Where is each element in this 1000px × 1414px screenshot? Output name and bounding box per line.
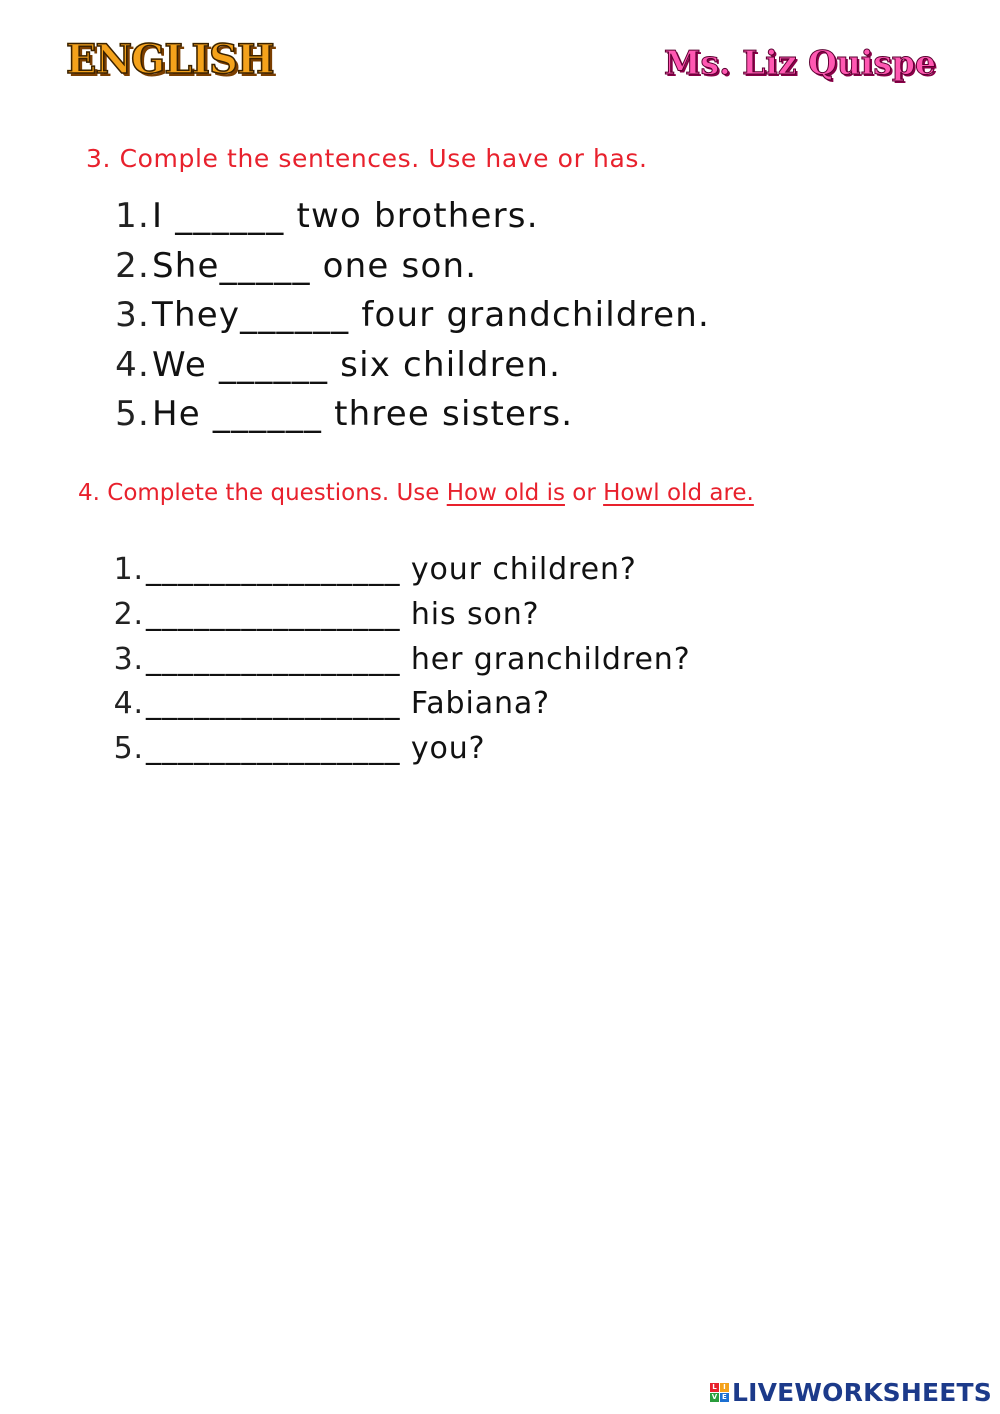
list-item bbox=[108, 552, 691, 597]
item-number: 5. bbox=[115, 394, 150, 434]
item-number: 4. bbox=[113, 686, 144, 722]
question-text: ________________ Fabiana? bbox=[146, 686, 551, 722]
section-4-list bbox=[108, 552, 691, 776]
logo-letter-i: I bbox=[720, 1383, 729, 1392]
option-how-old-is: How old is bbox=[446, 480, 565, 506]
liveworksheets-logo-icon bbox=[710, 1383, 729, 1402]
list-item bbox=[108, 686, 691, 731]
instruction-connector: or bbox=[564, 480, 604, 506]
section-3-instruction: 3. Comple the sentences. Use have or has. bbox=[86, 144, 648, 173]
question-text: ________________ her granchildren? bbox=[146, 641, 691, 677]
section-4-instruction bbox=[78, 482, 754, 505]
list-item bbox=[110, 246, 710, 296]
list-item bbox=[108, 597, 691, 642]
item-number: 5. bbox=[113, 731, 144, 767]
sentence-text: We ______ six children. bbox=[152, 344, 562, 385]
list-item bbox=[108, 642, 691, 687]
list-item bbox=[110, 345, 710, 395]
item-number: 1. bbox=[115, 196, 150, 236]
option-how-old-are: Howl old are. bbox=[603, 480, 754, 506]
list-item bbox=[110, 394, 710, 444]
instruction-prefix: 4. Complete the questions. Use bbox=[78, 480, 447, 506]
sentence-text: They______ four grandchildren. bbox=[152, 295, 711, 335]
list-item bbox=[110, 295, 710, 345]
english-logo: ENGLISH bbox=[66, 36, 274, 83]
logo-letter-e: E bbox=[720, 1393, 729, 1402]
item-number: 3. bbox=[113, 641, 144, 677]
item-number: 2. bbox=[113, 596, 144, 632]
section-3-list bbox=[110, 196, 710, 444]
sentence-text: She_____ one son. bbox=[152, 245, 478, 286]
liveworksheets-watermark bbox=[710, 1378, 992, 1406]
item-number: 1. bbox=[113, 552, 144, 587]
list-item bbox=[110, 196, 710, 246]
question-text: ________________ your children? bbox=[146, 552, 637, 587]
question-text: ________________ his son? bbox=[146, 596, 540, 632]
question-text: ________________ you? bbox=[146, 731, 486, 767]
logo-letter-v: V bbox=[711, 1392, 718, 1401]
watermark-brand-text: LIVEWORKSHEETS bbox=[731, 1377, 992, 1407]
item-number: 2. bbox=[115, 245, 150, 286]
sentence-text: He ______ three sisters. bbox=[152, 394, 574, 434]
list-item bbox=[108, 731, 691, 776]
item-number: 3. bbox=[115, 295, 150, 335]
teacher-name-logo: Ms. Liz Quispe bbox=[664, 43, 936, 82]
logo-letter-l: L bbox=[710, 1383, 719, 1392]
sentence-text: I ______ two brothers. bbox=[152, 196, 539, 236]
item-number: 4. bbox=[115, 344, 150, 385]
